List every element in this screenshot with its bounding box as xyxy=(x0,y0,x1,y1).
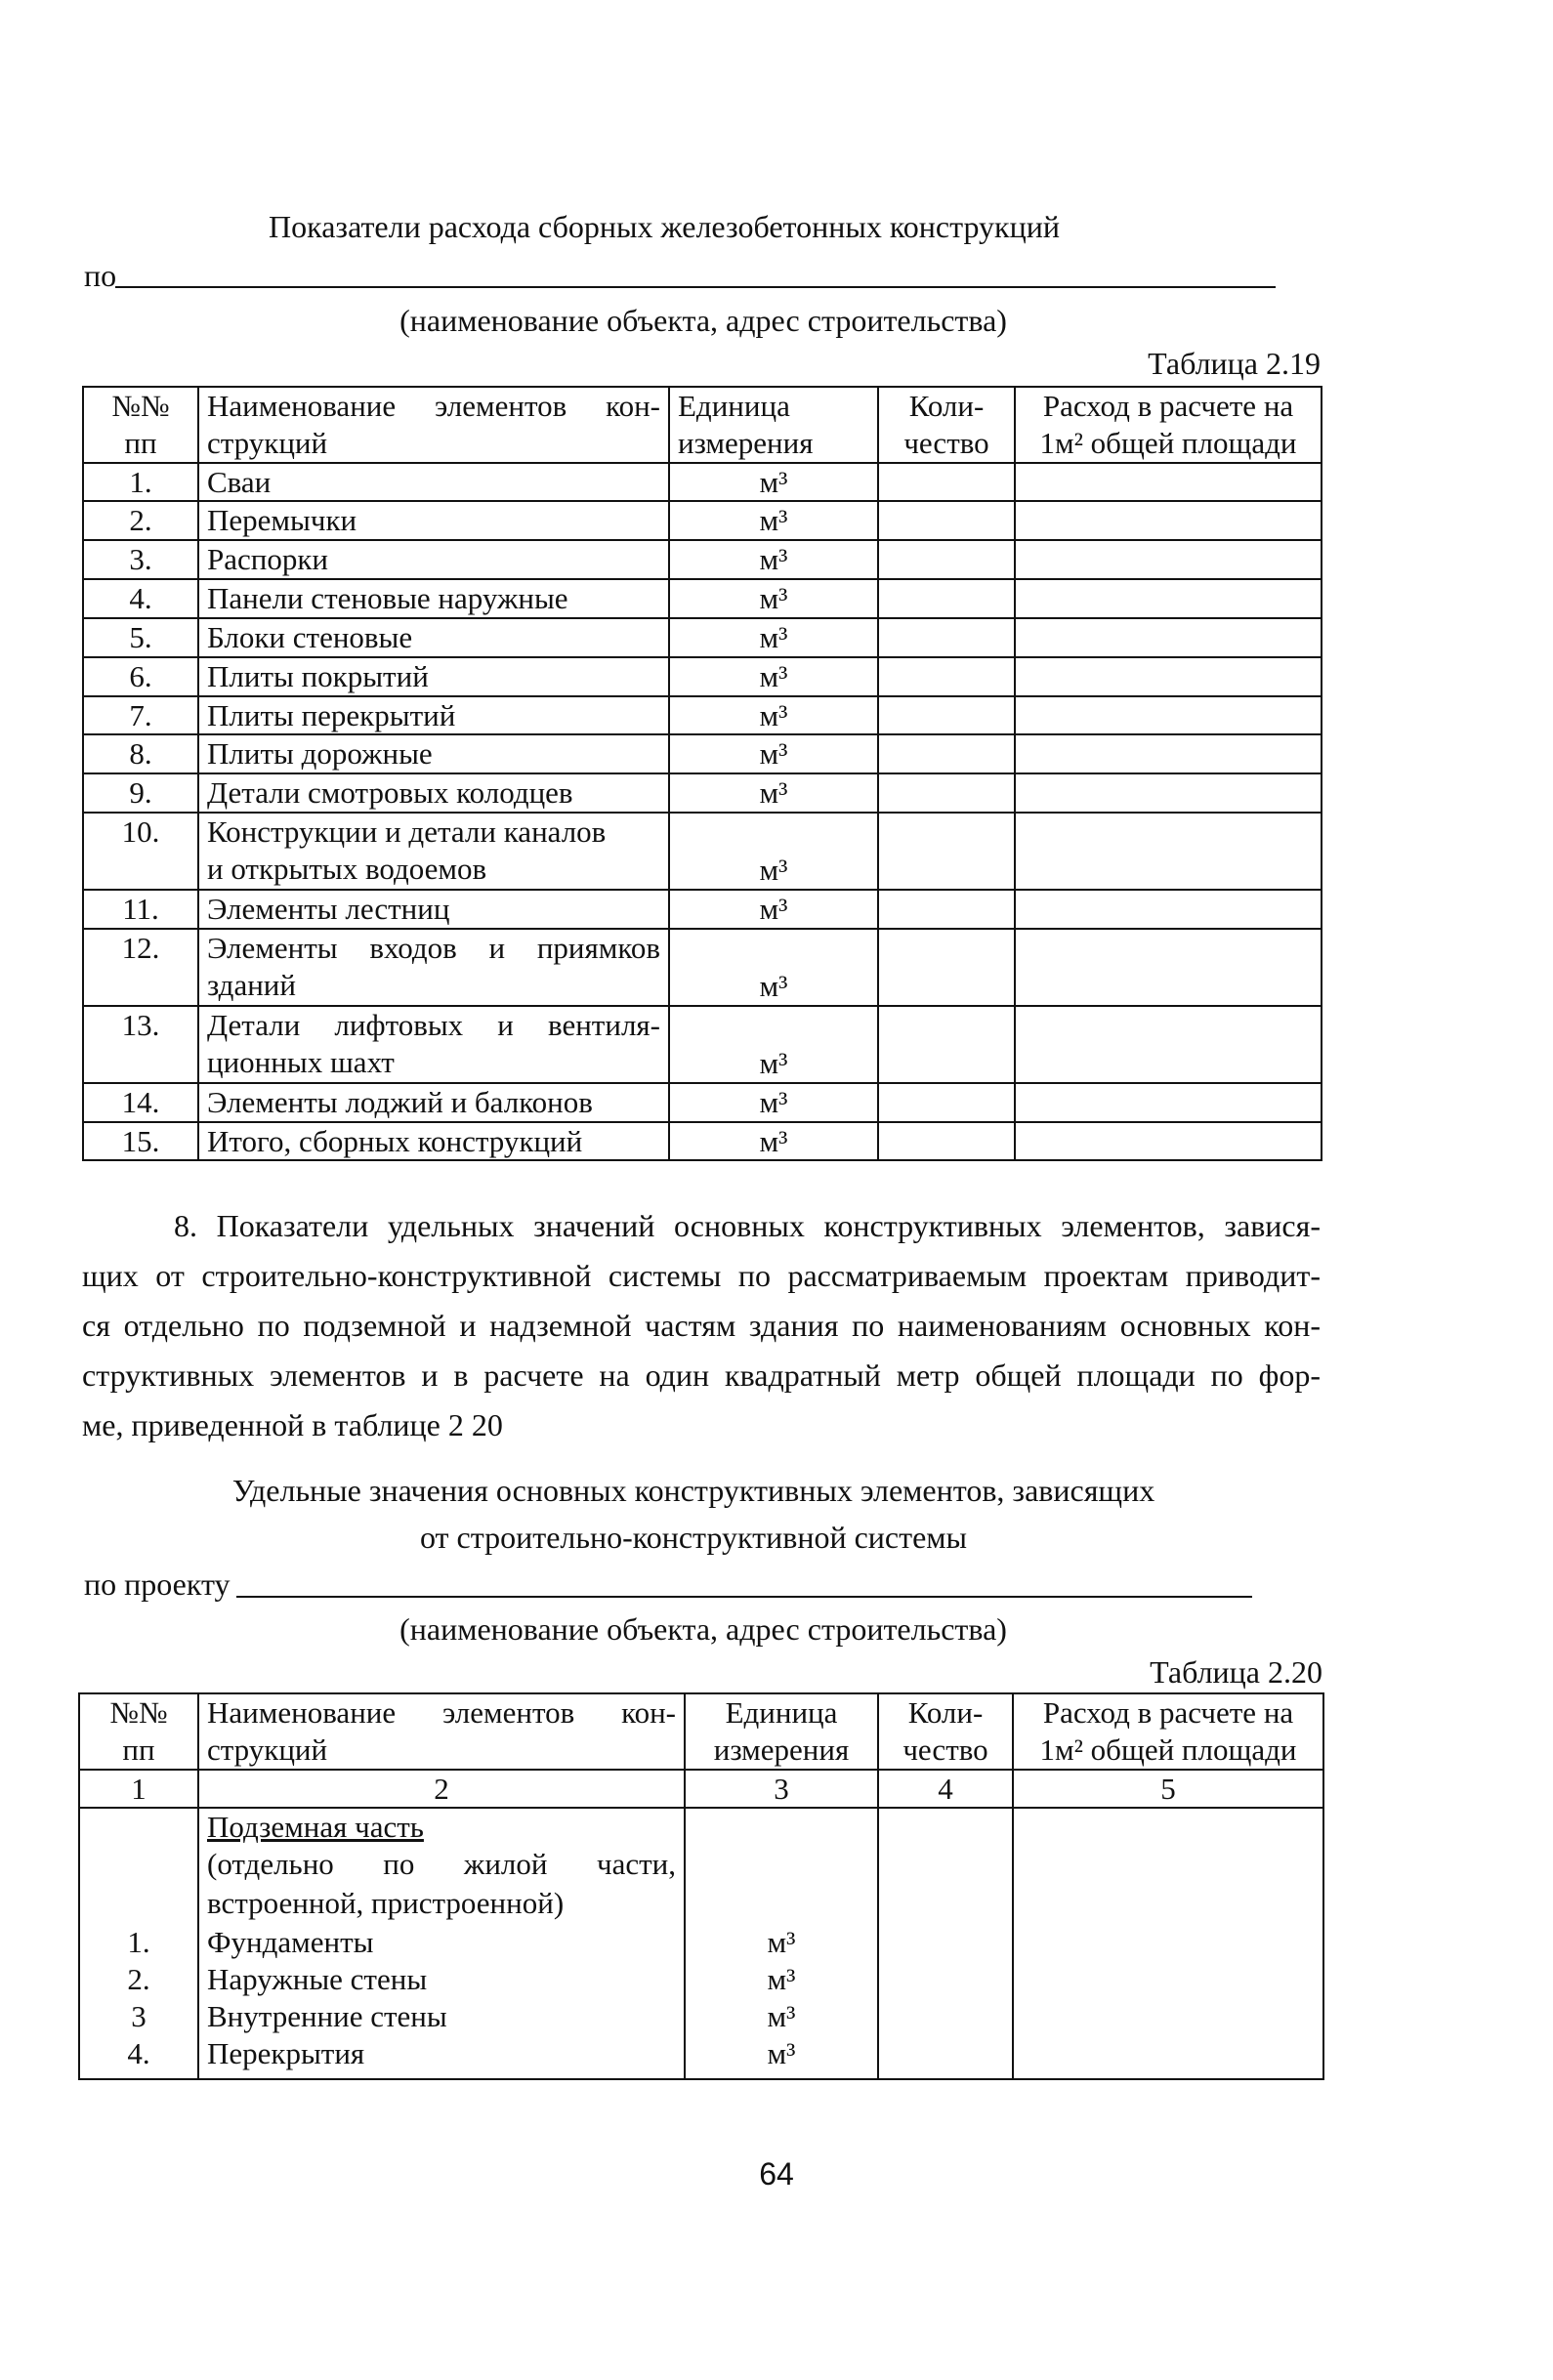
table-row xyxy=(83,618,1322,657)
row-num: 1. xyxy=(127,1925,150,1960)
row-rate xyxy=(1015,657,1322,696)
row-rate xyxy=(1015,929,1322,1006)
row-quantity xyxy=(878,1122,1015,1161)
row-unit: м³ xyxy=(669,540,878,579)
row-num: 2. xyxy=(83,501,198,540)
header-quantity: Коли- чество xyxy=(878,387,1015,463)
row-num: 6. xyxy=(83,657,198,696)
row-quantity xyxy=(878,657,1015,696)
table-row xyxy=(83,734,1322,773)
row-num: 15. xyxy=(83,1122,198,1161)
row-name: Перекрытия xyxy=(207,2036,365,2071)
row-quantity xyxy=(878,540,1015,579)
row-num: 4. xyxy=(127,2036,150,2071)
row-quantity xyxy=(878,501,1015,540)
row-name: Распорки xyxy=(198,540,669,579)
row-name: Детали смотровых колодцев xyxy=(198,773,669,813)
header-name: Наименование элементов кон- струкций xyxy=(198,387,669,463)
row-unit: м³ xyxy=(767,1999,796,2034)
row-name: Элементы лестниц xyxy=(198,890,669,929)
page-number: 64 xyxy=(759,2156,794,2192)
header-rate: Расход в расчете на 1м² общей площади xyxy=(1015,387,1322,463)
column-number: 1 xyxy=(79,1770,198,1809)
row-name: Фундаменты xyxy=(207,1925,374,1960)
header-unit: Единица измерения xyxy=(685,1693,878,1770)
table-row xyxy=(83,540,1322,579)
table-row xyxy=(83,929,1322,1006)
row-quantity xyxy=(878,813,1015,890)
row-num: 13. xyxy=(83,1006,198,1083)
column-number: 5 xyxy=(1013,1770,1323,1809)
row-rate xyxy=(1015,501,1322,540)
row-rate xyxy=(1015,1006,1322,1083)
row-num: 1. xyxy=(83,463,198,502)
row-unit: м³ xyxy=(669,734,878,773)
section-title: Подземная часть xyxy=(207,1810,424,1845)
row-num: 7. xyxy=(83,696,198,735)
row-name: Плиты дорожные xyxy=(198,734,669,773)
row-num: 8. xyxy=(83,734,198,773)
section-note: встроенной, пристроенной) xyxy=(207,1886,565,1921)
project-label-po-proektu: по проекту xyxy=(84,1566,231,1602)
row-unit: м³ xyxy=(767,1962,796,1997)
header-quantity: Коли- чество xyxy=(878,1693,1013,1770)
row-name: Перемычки xyxy=(198,501,669,540)
row-unit: м³ xyxy=(767,1925,796,1960)
row-name: Элементы входов и приямков зданий xyxy=(198,929,669,1006)
row-num: 2. xyxy=(127,1962,150,1997)
row-unit: м³ xyxy=(669,463,878,502)
row-quantity xyxy=(878,929,1015,1006)
column-number-row xyxy=(79,1770,1323,1809)
header-name: Наименование элементов кон- струкций xyxy=(198,1693,685,1770)
object-name-blank-line xyxy=(115,286,1276,288)
row-rate xyxy=(1015,540,1322,579)
row-rate xyxy=(1015,579,1322,618)
row-name: Блоки стеновые xyxy=(198,618,669,657)
table-2-19-heading: Показатели расхода сборных железобетонных конструкций xyxy=(269,209,1060,244)
row-rate xyxy=(1015,813,1322,890)
row-unit: м³ xyxy=(669,813,878,890)
paragraph-line: структивных элементов и в расчете на один квадратный метр общей площади по фор- xyxy=(82,1357,1321,1393)
row-quantity xyxy=(878,890,1015,929)
row-quantity xyxy=(878,1083,1015,1122)
row-num: 4. xyxy=(83,579,198,618)
row-unit: м³ xyxy=(669,1006,878,1083)
row-name: Плиты покрытий xyxy=(198,657,669,696)
section-quantity-cell xyxy=(878,1808,1013,2079)
table-row xyxy=(83,579,1322,618)
table-2-20-heading-line-1: Удельные значения основных конструктивных элементов, зависящих xyxy=(231,1473,1155,1508)
header-unit: Единица измерения xyxy=(669,387,878,463)
row-num: 3 xyxy=(131,1999,147,2034)
header-num: №№ пп xyxy=(83,387,198,463)
table-header-row xyxy=(79,1693,1323,1770)
row-quantity xyxy=(878,579,1015,618)
row-num: 5. xyxy=(83,618,198,657)
table-2-20-heading-line-2: от строительно-конструктивной системы xyxy=(419,1520,968,1555)
section-note: (отдельно по жилой части, xyxy=(207,1847,676,1882)
row-unit: м³ xyxy=(669,501,878,540)
row-num: 11. xyxy=(83,890,198,929)
object-name-caption: (наименование объекта, адрес строительства) xyxy=(399,303,1007,338)
row-rate xyxy=(1015,734,1322,773)
row-rate xyxy=(1015,773,1322,813)
row-quantity xyxy=(878,734,1015,773)
header-rate: Расход в расчете на 1м² общей площади xyxy=(1013,1693,1323,1770)
row-num: 9. xyxy=(83,773,198,813)
paragraph-8 xyxy=(82,1201,1321,1450)
row-name: Внутренние стены xyxy=(207,1999,447,2034)
column-number: 2 xyxy=(198,1770,685,1809)
table-row xyxy=(83,1122,1322,1161)
section-name-cell xyxy=(198,1808,685,2079)
row-name: Панели стеновые наружные xyxy=(198,579,669,618)
row-unit: м³ xyxy=(669,929,878,1006)
row-unit: м³ xyxy=(669,890,878,929)
row-quantity xyxy=(878,463,1015,502)
row-name: Сваи xyxy=(198,463,669,502)
row-quantity xyxy=(878,1006,1015,1083)
paragraph-line: 8. Показатели удельных значений основных конструктивных элементов, завися- xyxy=(174,1208,1321,1243)
row-quantity xyxy=(878,773,1015,813)
row-rate xyxy=(1015,696,1322,735)
row-unit: м³ xyxy=(669,618,878,657)
row-unit: м³ xyxy=(669,773,878,813)
section-underground xyxy=(79,1808,1323,2079)
table-row xyxy=(83,501,1322,540)
row-name: Детали лифтовых и вентиля- ционных шахт xyxy=(198,1006,669,1083)
row-name: Элементы лоджий и балконов xyxy=(198,1083,669,1122)
project-name-caption: (наименование объекта, адрес строительства) xyxy=(399,1611,1007,1647)
row-rate xyxy=(1015,890,1322,929)
table-row xyxy=(83,657,1322,696)
row-name: Итого, сборных конструкций xyxy=(198,1122,669,1161)
section-rate-cell xyxy=(1013,1808,1323,2079)
row-num: 3. xyxy=(83,540,198,579)
row-name: Плиты перекрытий xyxy=(198,696,669,735)
section-num-cell xyxy=(79,1808,198,2079)
row-unit: м³ xyxy=(669,657,878,696)
row-unit: м³ xyxy=(669,579,878,618)
row-num: 14. xyxy=(83,1083,198,1122)
row-num: 10. xyxy=(83,813,198,890)
row-rate xyxy=(1015,1083,1322,1122)
section-unit-cell xyxy=(685,1808,878,2079)
table-row xyxy=(83,1006,1322,1083)
paragraph-line: ме, приведенной в таблице 2 20 xyxy=(82,1407,503,1442)
row-rate xyxy=(1015,1122,1322,1161)
header-num: №№ пп xyxy=(79,1693,198,1770)
table-2-19 xyxy=(82,386,1322,1161)
table-2-20 xyxy=(78,1692,1324,2080)
object-label-po: по xyxy=(84,258,117,293)
table-row xyxy=(83,773,1322,813)
row-unit: м³ xyxy=(767,2036,796,2071)
row-quantity xyxy=(878,618,1015,657)
column-number: 3 xyxy=(685,1770,878,1809)
table-row xyxy=(83,1083,1322,1122)
row-name: Конструкции и детали каналов и открытых водоемов xyxy=(198,813,669,890)
row-unit: м³ xyxy=(669,1083,878,1122)
table-number-2-20: Таблица 2.20 xyxy=(1150,1654,1322,1690)
table-row xyxy=(83,890,1322,929)
table-row xyxy=(83,813,1322,890)
row-unit: м³ xyxy=(669,1122,878,1161)
row-num: 12. xyxy=(83,929,198,1006)
row-quantity xyxy=(878,696,1015,735)
row-rate xyxy=(1015,463,1322,502)
table-row xyxy=(83,463,1322,502)
paragraph-line: ся отдельно по подземной и надземной частям здания по наименованиям основных кон- xyxy=(82,1308,1321,1343)
project-name-blank-line xyxy=(236,1596,1252,1598)
table-number-2-19: Таблица 2.19 xyxy=(1148,346,1321,381)
paragraph-line: щих от строительно-конструктивной системы по рассматриваемым проектам приводит- xyxy=(82,1258,1321,1293)
column-number: 4 xyxy=(878,1770,1013,1809)
table-row xyxy=(83,696,1322,735)
row-unit: м³ xyxy=(669,696,878,735)
row-name: Наружные стены xyxy=(207,1962,428,1997)
table-header-row xyxy=(83,387,1322,463)
row-rate xyxy=(1015,618,1322,657)
